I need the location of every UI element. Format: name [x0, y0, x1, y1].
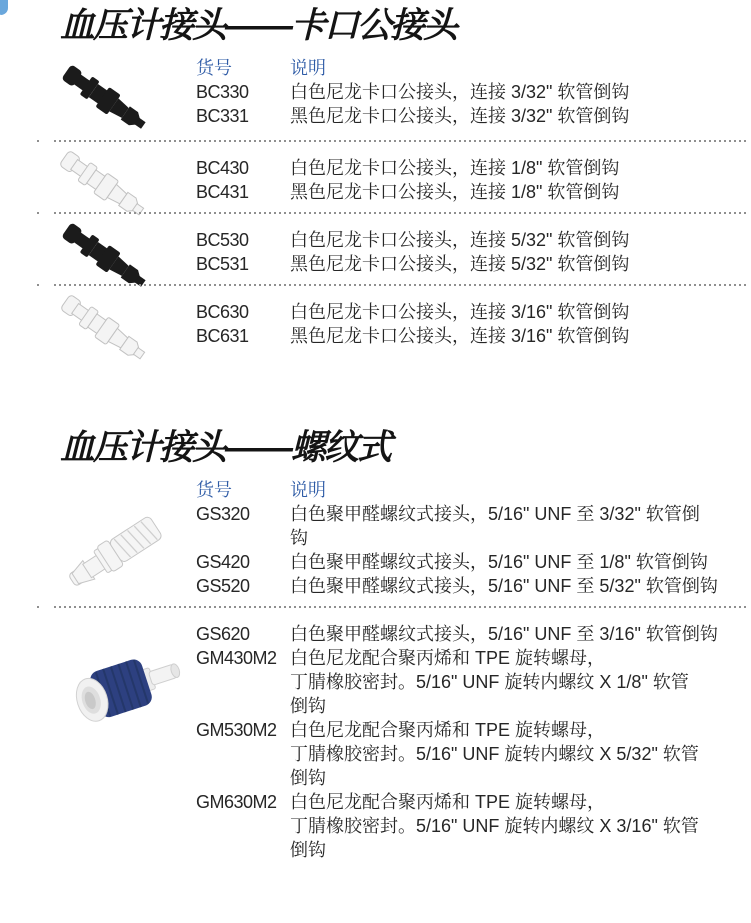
product-row	[196, 228, 726, 252]
column-header-desc: 说明	[290, 58, 326, 78]
section1-group1-table	[196, 56, 726, 128]
part-number: GS520	[196, 576, 250, 596]
part-number: BC630	[196, 302, 249, 322]
product-row	[196, 502, 726, 550]
section1-group2-table	[196, 156, 726, 204]
product-description: 黑色尼龙卡口公接头，连接 3/32" 软管倒钩	[290, 106, 630, 126]
product-description: 白色尼龙配合聚丙烯和 TPE 旋转螺母， 丁腈橡胶密封。5/16" UNF 旋转内螺纹 X 1/8" 软管 倒钩	[290, 648, 689, 716]
product-row	[196, 324, 726, 348]
dotted-separator	[54, 284, 748, 286]
part-number: BC330	[196, 82, 249, 102]
black-bayonet-connector-image	[48, 58, 160, 138]
product-row	[196, 574, 726, 598]
product-description: 白色尼龙配合聚丙烯和 TPE 旋转螺母， 丁腈橡胶密封。5/16" UNF 旋转内螺纹 X 5/32" 软管 倒钩	[290, 720, 699, 788]
product-description: 黑色尼龙卡口公接头，连接 5/32" 软管倒钩	[290, 254, 630, 274]
blue-swivel-connector-image	[62, 632, 190, 738]
part-number: GM630M2	[196, 792, 277, 812]
column-header-part: 货号	[196, 480, 232, 500]
part-number: GS320	[196, 504, 250, 524]
product-description: 白色尼龙卡口公接头，连接 1/8" 软管倒钩	[290, 158, 620, 178]
column-header-desc: 说明	[290, 480, 326, 500]
column-header-part: 货号	[196, 58, 232, 78]
part-number: BC431	[196, 182, 249, 202]
dotted-separator	[54, 606, 748, 608]
dotted-separator	[54, 212, 748, 214]
product-row	[196, 180, 726, 204]
product-description: 黑色尼龙卡口公接头，连接 3/16" 软管倒钩	[290, 326, 630, 346]
product-row	[196, 718, 726, 790]
section1-group4-table	[196, 300, 726, 348]
product-row	[196, 622, 726, 646]
part-number: GM530M2	[196, 720, 277, 740]
product-row	[196, 104, 726, 128]
product-description: 白色聚甲醛螺纹式接头，5/16" UNF 至 5/32" 软管倒钩	[290, 576, 718, 596]
product-description: 白色尼龙配合聚丙烯和 TPE 旋转螺母， 丁腈橡胶密封。5/16" UNF 旋转内螺纹 X 3/16" 软管 倒钩	[290, 792, 699, 860]
part-number: BC530	[196, 230, 249, 250]
page-corner-accent	[0, 0, 8, 15]
table-header	[196, 478, 726, 502]
product-description: 黑色尼龙卡口公接头，连接 1/8" 软管倒钩	[290, 182, 620, 202]
product-description: 白色尼龙卡口公接头，连接 3/16" 软管倒钩	[290, 302, 630, 322]
part-number: GS420	[196, 552, 250, 572]
product-description: 白色聚甲醛螺纹式接头，5/16" UNF 至 3/32" 软管倒 钩	[290, 504, 700, 548]
product-description: 白色尼龙卡口公接头，连接 3/32" 软管倒钩	[290, 82, 630, 102]
product-row	[196, 252, 726, 276]
product-description: 白色聚甲醛螺纹式接头，5/16" UNF 至 1/8" 软管倒钩	[290, 552, 708, 572]
white-bayonet-connector-image	[44, 288, 162, 368]
product-row	[196, 790, 726, 862]
section2-group1-table	[196, 478, 726, 598]
product-row	[196, 300, 726, 324]
part-number: BC430	[196, 158, 249, 178]
section2-title: 血压计接头——螺纹式	[60, 428, 391, 467]
part-number: GM430M2	[196, 648, 277, 668]
dotted-separator	[54, 140, 748, 142]
table-header	[196, 56, 726, 80]
part-number: BC331	[196, 106, 249, 126]
section2-group2-table	[196, 622, 726, 862]
part-number: BC631	[196, 326, 249, 346]
part-number: GS620	[196, 624, 250, 644]
product-row	[196, 550, 726, 574]
product-row	[196, 80, 726, 104]
section1-group3-table	[196, 228, 726, 276]
section1-title: 血压计接头——卡口公接头	[60, 6, 457, 45]
product-description: 白色聚甲醛螺纹式接头，5/16" UNF 至 3/16" 软管倒钩	[290, 624, 718, 644]
white-threaded-connector-image	[58, 490, 190, 604]
product-row	[196, 646, 726, 718]
part-number: BC531	[196, 254, 249, 274]
product-row	[196, 156, 726, 180]
product-description: 白色尼龙卡口公接头，连接 5/32" 软管倒钩	[290, 230, 630, 250]
